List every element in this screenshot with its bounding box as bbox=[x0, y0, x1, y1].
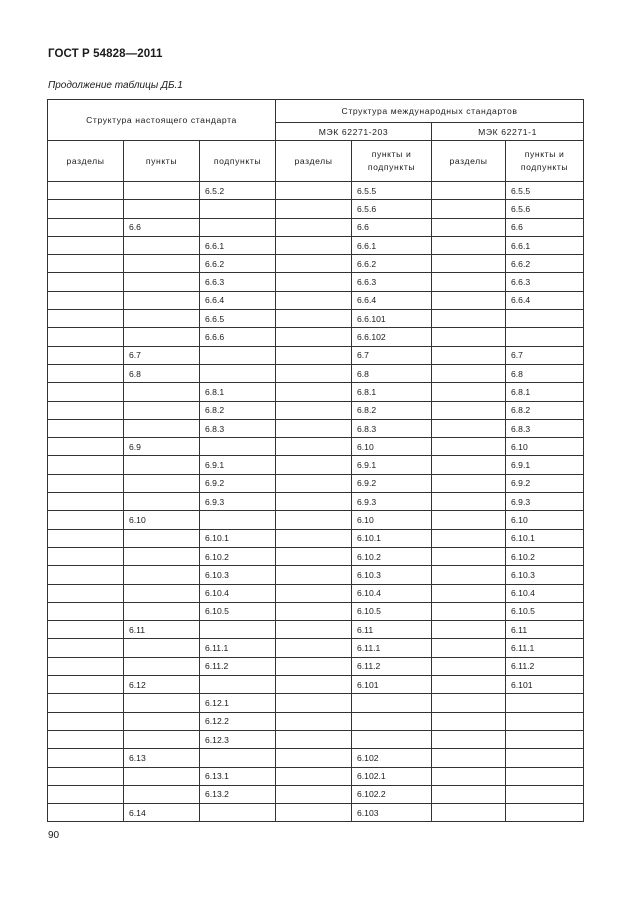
table-cell: 6.6.4 bbox=[506, 291, 584, 309]
table-cell bbox=[432, 639, 506, 657]
table-cell bbox=[200, 511, 276, 529]
table-cell bbox=[432, 785, 506, 803]
table-cell: 6.11.1 bbox=[200, 639, 276, 657]
table-cell: 6.5.5 bbox=[352, 182, 432, 200]
table-cell bbox=[124, 383, 200, 401]
table-cell: 6.7 bbox=[124, 346, 200, 364]
table-cell bbox=[48, 291, 124, 309]
table-cell: 6.8.3 bbox=[352, 419, 432, 437]
table-cell bbox=[124, 236, 200, 254]
table-cell: 6.7 bbox=[506, 346, 584, 364]
table-row bbox=[48, 438, 584, 456]
table-cell bbox=[48, 383, 124, 401]
table-row bbox=[48, 602, 584, 620]
table-cell bbox=[432, 310, 506, 328]
table-cell bbox=[276, 712, 352, 730]
table-cell bbox=[432, 291, 506, 309]
table-cell bbox=[124, 712, 200, 730]
table-cell: 6.6.3 bbox=[352, 273, 432, 291]
table-cell bbox=[48, 712, 124, 730]
table-cell bbox=[124, 657, 200, 675]
table-cell: 6.11.1 bbox=[506, 639, 584, 657]
table-row bbox=[48, 712, 584, 730]
table-row bbox=[48, 621, 584, 639]
table-cell: 6.10 bbox=[506, 438, 584, 456]
table-cell: 6.12.1 bbox=[200, 694, 276, 712]
table-cell bbox=[48, 493, 124, 511]
table-cell bbox=[432, 749, 506, 767]
table-cell bbox=[276, 493, 352, 511]
table-cell bbox=[352, 712, 432, 730]
table-cell bbox=[432, 456, 506, 474]
table-row bbox=[48, 291, 584, 309]
table-cell: 6.9.1 bbox=[200, 456, 276, 474]
table-row bbox=[48, 676, 584, 694]
table-cell bbox=[124, 291, 200, 309]
table-cell: 6.12.2 bbox=[200, 712, 276, 730]
table-cell bbox=[48, 694, 124, 712]
table-cell bbox=[276, 474, 352, 492]
current-structure-header: Структура настоящего стандарта bbox=[48, 100, 276, 141]
table-cell bbox=[276, 767, 352, 785]
table-cell bbox=[506, 328, 584, 346]
table-row bbox=[48, 383, 584, 401]
table-cell bbox=[506, 694, 584, 712]
table-cell bbox=[276, 456, 352, 474]
table-cell bbox=[48, 639, 124, 657]
table-cell bbox=[124, 639, 200, 657]
table-cell bbox=[124, 182, 200, 200]
table-cell bbox=[506, 804, 584, 822]
table-cell bbox=[200, 346, 276, 364]
table-cell: 6.10.1 bbox=[352, 529, 432, 547]
table-cell bbox=[48, 310, 124, 328]
table-cell bbox=[276, 328, 352, 346]
table-cell: 6.6 bbox=[124, 218, 200, 236]
table-cell bbox=[276, 529, 352, 547]
table-cell bbox=[432, 511, 506, 529]
table-cell: 6.6.3 bbox=[506, 273, 584, 291]
table-row bbox=[48, 694, 584, 712]
table-row bbox=[48, 785, 584, 803]
table-row bbox=[48, 657, 584, 675]
table-cell: 6.6.4 bbox=[352, 291, 432, 309]
table-cell: 6.10.4 bbox=[200, 584, 276, 602]
table-cell bbox=[124, 474, 200, 492]
table-cell: 6.10.2 bbox=[352, 547, 432, 565]
table-cell: 6.9.2 bbox=[352, 474, 432, 492]
table-cell: 6.6.102 bbox=[352, 328, 432, 346]
table-cell bbox=[432, 474, 506, 492]
table-cell: 6.10 bbox=[506, 511, 584, 529]
table-cell bbox=[124, 566, 200, 584]
table-cell: 6.6 bbox=[506, 218, 584, 236]
table-caption: Продолжение таблицы ДБ.1 bbox=[48, 80, 183, 91]
table-body bbox=[48, 182, 584, 822]
table-cell bbox=[200, 621, 276, 639]
table-cell bbox=[432, 602, 506, 620]
table-cell: 6.6.2 bbox=[352, 255, 432, 273]
standard-a-header: МЭК 62271-203 bbox=[276, 123, 432, 141]
table-row bbox=[48, 493, 584, 511]
table-cell: 6.10.3 bbox=[200, 566, 276, 584]
table-cell bbox=[124, 694, 200, 712]
table-cell: 6.6.4 bbox=[200, 291, 276, 309]
table-cell: 6.9.2 bbox=[200, 474, 276, 492]
table-cell bbox=[506, 785, 584, 803]
table-cell: 6.8.3 bbox=[506, 419, 584, 437]
table-cell bbox=[432, 566, 506, 584]
table-cell bbox=[200, 438, 276, 456]
table-cell: 6.8.2 bbox=[200, 401, 276, 419]
table-cell bbox=[276, 749, 352, 767]
table-cell bbox=[506, 712, 584, 730]
table-cell bbox=[276, 785, 352, 803]
table-cell bbox=[276, 364, 352, 382]
table-cell: 6.5.2 bbox=[200, 182, 276, 200]
table-cell: 6.11 bbox=[352, 621, 432, 639]
table-cell bbox=[124, 529, 200, 547]
table-cell: 6.6.5 bbox=[200, 310, 276, 328]
table-cell bbox=[352, 730, 432, 748]
table-cell bbox=[432, 236, 506, 254]
table-cell: 6.9.2 bbox=[506, 474, 584, 492]
table-cell: 6.10.3 bbox=[352, 566, 432, 584]
table-cell bbox=[276, 584, 352, 602]
table-cell: 6.10.2 bbox=[200, 547, 276, 565]
table-cell bbox=[48, 804, 124, 822]
table-cell bbox=[48, 529, 124, 547]
table-row bbox=[48, 804, 584, 822]
table-row bbox=[48, 767, 584, 785]
table-cell bbox=[200, 200, 276, 218]
table-cell: 6.10.1 bbox=[200, 529, 276, 547]
col-a-sections-header: разделы bbox=[276, 141, 352, 182]
table-cell: 6.5.5 bbox=[506, 182, 584, 200]
table-cell: 6.5.6 bbox=[352, 200, 432, 218]
table-cell bbox=[124, 273, 200, 291]
table-cell bbox=[48, 273, 124, 291]
table-cell: 6.101 bbox=[352, 676, 432, 694]
table-cell bbox=[48, 602, 124, 620]
table-cell: 6.10.5 bbox=[352, 602, 432, 620]
table-cell bbox=[276, 255, 352, 273]
table-row bbox=[48, 639, 584, 657]
table-cell bbox=[276, 694, 352, 712]
table-cell: 6.5.6 bbox=[506, 200, 584, 218]
table-cell: 6.102.1 bbox=[352, 767, 432, 785]
table-cell bbox=[432, 730, 506, 748]
table-row bbox=[48, 730, 584, 748]
table-cell bbox=[48, 438, 124, 456]
table-cell bbox=[48, 346, 124, 364]
table-cell: 6.11 bbox=[506, 621, 584, 639]
table-cell: 6.8 bbox=[124, 364, 200, 382]
table-cell bbox=[124, 200, 200, 218]
table-cell bbox=[48, 676, 124, 694]
table-row bbox=[48, 364, 584, 382]
table-cell: 6.11.2 bbox=[506, 657, 584, 675]
table-cell: 6.9.3 bbox=[352, 493, 432, 511]
table-row bbox=[48, 584, 584, 602]
table-cell: 6.6.1 bbox=[200, 236, 276, 254]
table-row bbox=[48, 346, 584, 364]
table-cell bbox=[276, 401, 352, 419]
standard-b-header: МЭК 62271-1 bbox=[432, 123, 584, 141]
table-cell bbox=[276, 566, 352, 584]
table-row bbox=[48, 419, 584, 437]
table-row bbox=[48, 328, 584, 346]
table-cell: 6.103 bbox=[352, 804, 432, 822]
table-cell: 6.11.2 bbox=[200, 657, 276, 675]
table-cell bbox=[48, 621, 124, 639]
table-cell: 6.11.1 bbox=[352, 639, 432, 657]
table-cell bbox=[48, 749, 124, 767]
document-header: ГОСТ Р 54828—2011 bbox=[48, 48, 163, 60]
table-row bbox=[48, 218, 584, 236]
table-cell bbox=[432, 218, 506, 236]
table-cell: 6.6.1 bbox=[352, 236, 432, 254]
table-cell: 6.6.101 bbox=[352, 310, 432, 328]
table-cell bbox=[200, 804, 276, 822]
table-cell bbox=[432, 657, 506, 675]
table-cell bbox=[432, 767, 506, 785]
table-cell: 6.10.4 bbox=[506, 584, 584, 602]
table-cell bbox=[432, 328, 506, 346]
col-sections-header: разделы bbox=[48, 141, 124, 182]
table-cell bbox=[48, 255, 124, 273]
table-cell: 6.8.1 bbox=[352, 383, 432, 401]
col-subitems-header: подпункты bbox=[200, 141, 276, 182]
table-cell bbox=[432, 694, 506, 712]
table-cell bbox=[276, 602, 352, 620]
table-cell bbox=[48, 328, 124, 346]
table-cell bbox=[432, 200, 506, 218]
table-cell bbox=[276, 182, 352, 200]
table-cell bbox=[124, 547, 200, 565]
table-cell bbox=[432, 346, 506, 364]
table-row bbox=[48, 529, 584, 547]
table-row bbox=[48, 511, 584, 529]
table-cell bbox=[276, 236, 352, 254]
table-cell: 6.12 bbox=[124, 676, 200, 694]
table-cell bbox=[352, 694, 432, 712]
table-cell: 6.10.1 bbox=[506, 529, 584, 547]
table-cell bbox=[48, 566, 124, 584]
table-cell bbox=[124, 767, 200, 785]
table-cell: 6.9.1 bbox=[506, 456, 584, 474]
table-row bbox=[48, 200, 584, 218]
table-cell bbox=[276, 657, 352, 675]
table-cell bbox=[432, 182, 506, 200]
table-cell bbox=[124, 401, 200, 419]
table-cell bbox=[432, 255, 506, 273]
table-row bbox=[48, 273, 584, 291]
table-cell bbox=[432, 547, 506, 565]
table-row bbox=[48, 255, 584, 273]
col-items-header: пункты bbox=[124, 141, 200, 182]
table-cell bbox=[200, 218, 276, 236]
table-cell bbox=[48, 547, 124, 565]
table-row bbox=[48, 566, 584, 584]
table-cell bbox=[276, 547, 352, 565]
table-cell: 6.6.2 bbox=[506, 255, 584, 273]
table-cell: 6.8.2 bbox=[352, 401, 432, 419]
table-cell: 6.10.2 bbox=[506, 547, 584, 565]
table-cell bbox=[124, 584, 200, 602]
col-a-items-header: пункты и подпункты bbox=[352, 141, 432, 182]
table-cell bbox=[506, 749, 584, 767]
table-row bbox=[48, 236, 584, 254]
table-cell: 6.9 bbox=[124, 438, 200, 456]
table-cell: 6.6.1 bbox=[506, 236, 584, 254]
table-cell: 6.10 bbox=[352, 511, 432, 529]
table-cell bbox=[48, 236, 124, 254]
table-cell: 6.9.1 bbox=[352, 456, 432, 474]
table-cell bbox=[432, 273, 506, 291]
table-cell: 6.8.1 bbox=[200, 383, 276, 401]
table-cell bbox=[124, 419, 200, 437]
table-cell bbox=[432, 493, 506, 511]
table-cell bbox=[432, 621, 506, 639]
table-cell bbox=[276, 511, 352, 529]
table-cell bbox=[48, 511, 124, 529]
table-row bbox=[48, 547, 584, 565]
table-cell bbox=[432, 401, 506, 419]
table-cell bbox=[432, 676, 506, 694]
table-cell: 6.10.5 bbox=[506, 602, 584, 620]
col-b-sections-header: разделы bbox=[432, 141, 506, 182]
table-cell bbox=[276, 346, 352, 364]
table-cell bbox=[200, 676, 276, 694]
table-cell: 6.10 bbox=[352, 438, 432, 456]
table-cell bbox=[48, 401, 124, 419]
table-cell bbox=[48, 657, 124, 675]
table-cell: 6.102.2 bbox=[352, 785, 432, 803]
table-cell bbox=[48, 456, 124, 474]
table-cell bbox=[48, 785, 124, 803]
table-cell bbox=[48, 730, 124, 748]
table-cell: 6.7 bbox=[352, 346, 432, 364]
table-cell bbox=[124, 456, 200, 474]
table-cell bbox=[432, 584, 506, 602]
table-cell bbox=[124, 602, 200, 620]
table-cell: 6.8.3 bbox=[200, 419, 276, 437]
table-cell bbox=[276, 310, 352, 328]
table-cell bbox=[432, 804, 506, 822]
table-cell: 6.6 bbox=[352, 218, 432, 236]
table-cell bbox=[200, 364, 276, 382]
col-b-items-header: пункты и подпункты bbox=[506, 141, 584, 182]
table-cell bbox=[276, 218, 352, 236]
table-cell: 6.11 bbox=[124, 621, 200, 639]
table-cell bbox=[506, 310, 584, 328]
table-cell: 6.10 bbox=[124, 511, 200, 529]
table-cell bbox=[48, 182, 124, 200]
table-cell: 6.13.2 bbox=[200, 785, 276, 803]
table-cell: 6.14 bbox=[124, 804, 200, 822]
table-cell: 6.6.6 bbox=[200, 328, 276, 346]
table-cell: 6.12.3 bbox=[200, 730, 276, 748]
table-row bbox=[48, 182, 584, 200]
table-cell bbox=[432, 364, 506, 382]
table-cell: 6.8.2 bbox=[506, 401, 584, 419]
table-cell bbox=[506, 730, 584, 748]
table-cell bbox=[276, 419, 352, 437]
table-cell: 6.102 bbox=[352, 749, 432, 767]
table-cell bbox=[276, 621, 352, 639]
table-cell: 6.9.3 bbox=[200, 493, 276, 511]
table-cell: 6.6.2 bbox=[200, 255, 276, 273]
table-row bbox=[48, 310, 584, 328]
table-row bbox=[48, 456, 584, 474]
table-cell: 6.10.3 bbox=[506, 566, 584, 584]
table-cell: 6.101 bbox=[506, 676, 584, 694]
table-cell bbox=[276, 639, 352, 657]
table-cell bbox=[124, 785, 200, 803]
table-cell bbox=[432, 712, 506, 730]
table-row bbox=[48, 474, 584, 492]
correspondence-table bbox=[47, 99, 584, 822]
table-row bbox=[48, 401, 584, 419]
table-cell: 6.13.1 bbox=[200, 767, 276, 785]
table-cell: 6.10.5 bbox=[200, 602, 276, 620]
table-cell bbox=[48, 584, 124, 602]
table-cell bbox=[276, 273, 352, 291]
table-cell bbox=[432, 383, 506, 401]
table-cell bbox=[506, 767, 584, 785]
table-cell: 6.8 bbox=[506, 364, 584, 382]
table-cell bbox=[276, 804, 352, 822]
table-cell bbox=[124, 730, 200, 748]
table-cell bbox=[48, 218, 124, 236]
table-cell bbox=[124, 493, 200, 511]
table-cell bbox=[124, 255, 200, 273]
table-cell bbox=[276, 383, 352, 401]
table-cell: 6.11.2 bbox=[352, 657, 432, 675]
table-cell: 6.13 bbox=[124, 749, 200, 767]
table-cell bbox=[432, 419, 506, 437]
page-number: 90 bbox=[48, 830, 60, 841]
table-cell: 6.10.4 bbox=[352, 584, 432, 602]
table-cell: 6.9.3 bbox=[506, 493, 584, 511]
table-cell: 6.6.3 bbox=[200, 273, 276, 291]
table-cell bbox=[200, 749, 276, 767]
international-structure-header: Структура международных стандартов bbox=[276, 100, 584, 123]
table-cell bbox=[276, 200, 352, 218]
table-cell bbox=[48, 419, 124, 437]
table-cell bbox=[48, 474, 124, 492]
table-cell bbox=[276, 291, 352, 309]
table-cell bbox=[48, 767, 124, 785]
table-cell bbox=[48, 200, 124, 218]
table-cell bbox=[124, 310, 200, 328]
table-cell bbox=[276, 438, 352, 456]
table-cell bbox=[276, 676, 352, 694]
table-cell bbox=[124, 328, 200, 346]
table-row bbox=[48, 749, 584, 767]
table-cell bbox=[276, 730, 352, 748]
table-cell: 6.8 bbox=[352, 364, 432, 382]
table-cell: 6.8.1 bbox=[506, 383, 584, 401]
table-cell bbox=[432, 438, 506, 456]
table-cell bbox=[432, 529, 506, 547]
table-cell bbox=[48, 364, 124, 382]
